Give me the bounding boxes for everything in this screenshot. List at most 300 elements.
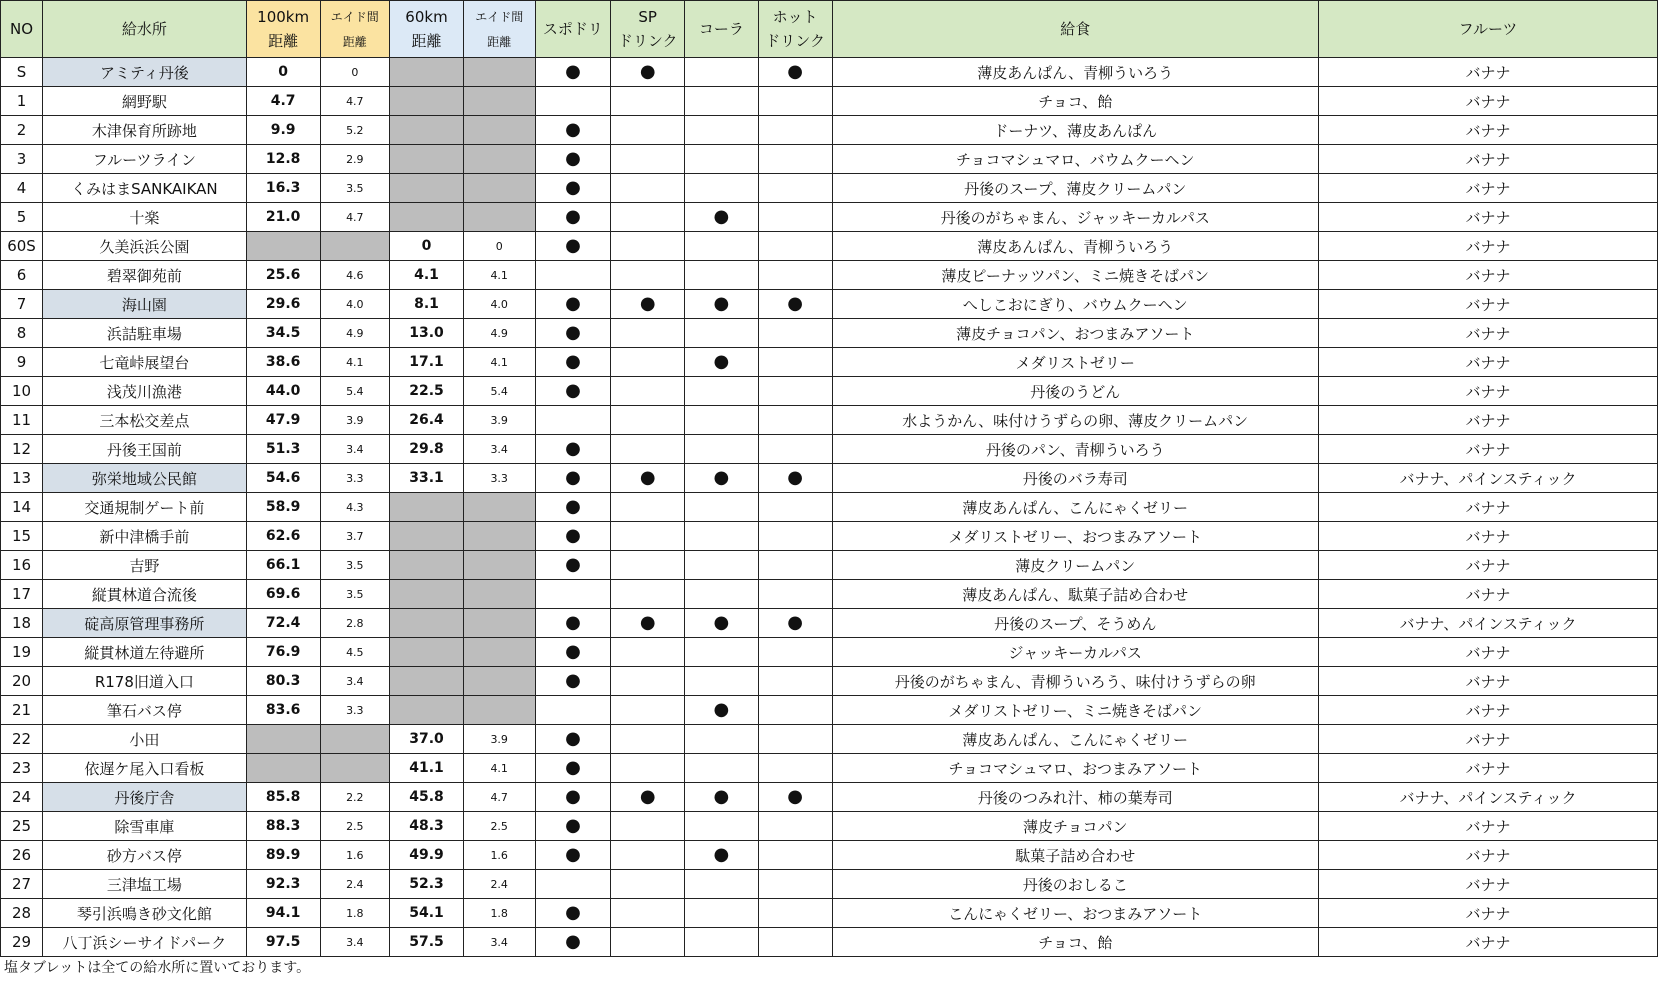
cell-sp xyxy=(611,145,685,174)
table-row xyxy=(1,580,1658,609)
cell-fruit: バナナ xyxy=(1318,348,1657,377)
availability-dot-icon: ● xyxy=(565,728,581,749)
cell-station-name: 丹後庁舎 xyxy=(42,783,246,812)
cell-dist-60km: 26.4 xyxy=(390,406,464,435)
table-row xyxy=(1,203,1658,232)
cell-hot xyxy=(758,58,832,87)
cell-dist-60km xyxy=(390,696,464,725)
cell-hot xyxy=(758,203,832,232)
cell-station-name: 琴引浜鳴き砂文化館 xyxy=(42,899,246,928)
cell-sp xyxy=(611,551,685,580)
table-row xyxy=(1,377,1658,406)
cell-dist-100km: 0 xyxy=(246,58,320,87)
cell-dist-60km: 37.0 xyxy=(390,725,464,754)
header-dist-100km xyxy=(246,1,320,58)
cell-sport xyxy=(535,522,611,551)
cell-dist-60km: 0 xyxy=(390,232,464,261)
header-sp-drink-bottom: ドリンク xyxy=(617,32,678,50)
cell-aid-100km: 4.3 xyxy=(320,493,390,522)
cell-aid-60km: 1.8 xyxy=(463,899,535,928)
cell-aid-100km xyxy=(320,725,390,754)
cell-cola xyxy=(685,58,759,87)
cell-cola xyxy=(685,232,759,261)
cell-aid-100km: 0 xyxy=(320,58,390,87)
cell-dist-60km: 49.9 xyxy=(390,841,464,870)
availability-dot-icon: ● xyxy=(713,206,730,227)
cell-sport xyxy=(535,754,611,783)
cell-no: 13 xyxy=(1,464,43,493)
availability-dot-icon: ● xyxy=(565,235,581,256)
cell-sport xyxy=(535,58,611,87)
cell-meal: 薄皮チョコパン xyxy=(832,812,1318,841)
cell-aid-100km: 4.9 xyxy=(320,319,390,348)
cell-aid-60km: 4.0 xyxy=(463,290,535,319)
cell-dist-60km xyxy=(390,551,464,580)
cell-station-name: 碧翠御苑前 xyxy=(42,261,246,290)
cell-sport xyxy=(535,348,611,377)
cell-fruit: バナナ xyxy=(1318,203,1657,232)
cell-meal: こんにゃくゼリー、おつまみアソート xyxy=(832,899,1318,928)
cell-meal: ジャッキーカルパス xyxy=(832,638,1318,667)
cell-meal: メダリストゼリー、おつまみアソート xyxy=(832,522,1318,551)
cell-fruit: バナナ、パインスティック xyxy=(1318,609,1657,638)
cell-sport xyxy=(535,580,611,609)
cell-cola xyxy=(685,493,759,522)
cell-meal: 薄皮チョコパン、おつまみアソート xyxy=(832,319,1318,348)
cell-hot xyxy=(758,87,832,116)
cell-dist-100km: 25.6 xyxy=(246,261,320,290)
cell-dist-100km: 9.9 xyxy=(246,116,320,145)
cell-station-name: 砂方バス停 xyxy=(42,841,246,870)
cell-sp xyxy=(611,319,685,348)
header-dist-100km-top: 100km xyxy=(257,8,310,26)
cell-fruit: バナナ xyxy=(1318,174,1657,203)
table-row xyxy=(1,638,1658,667)
cell-dist-60km: 8.1 xyxy=(390,290,464,319)
availability-dot-icon: ● xyxy=(565,119,581,140)
cell-fruit: バナナ xyxy=(1318,580,1657,609)
cell-hot xyxy=(758,928,832,957)
cell-aid-100km: 2.4 xyxy=(320,870,390,899)
table-row xyxy=(1,116,1658,145)
availability-dot-icon: ● xyxy=(639,61,656,82)
header-row xyxy=(1,1,1658,58)
cell-fruit: バナナ xyxy=(1318,812,1657,841)
table-row xyxy=(1,725,1658,754)
cell-aid-100km: 3.7 xyxy=(320,522,390,551)
cell-cola xyxy=(685,667,759,696)
cell-dist-60km: 57.5 xyxy=(390,928,464,957)
cell-sport xyxy=(535,928,611,957)
cell-sp xyxy=(611,87,685,116)
cell-aid-60km: 5.4 xyxy=(463,377,535,406)
cell-dist-100km: 38.6 xyxy=(246,348,320,377)
cell-hot xyxy=(758,377,832,406)
header-dist-60km xyxy=(390,1,464,58)
cell-fruit: バナナ xyxy=(1318,725,1657,754)
cell-aid-100km: 1.6 xyxy=(320,841,390,870)
availability-dot-icon: ● xyxy=(565,380,581,401)
cell-meal: メダリストゼリー、ミニ焼きそばパン xyxy=(832,696,1318,725)
cell-meal: チョコ、飴 xyxy=(832,87,1318,116)
availability-dot-icon: ● xyxy=(639,786,656,807)
cell-aid-100km: 3.5 xyxy=(320,174,390,203)
availability-dot-icon: ● xyxy=(713,467,730,488)
cell-aid-60km: 4.1 xyxy=(463,754,535,783)
cell-meal: 丹後のつみれ汁、柿の葉寿司 xyxy=(832,783,1318,812)
cell-dist-100km: 58.9 xyxy=(246,493,320,522)
cell-station-name: R178旧道入口 xyxy=(42,667,246,696)
availability-dot-icon: ● xyxy=(565,467,581,488)
cell-sport xyxy=(535,232,611,261)
cell-aid-100km: 4.5 xyxy=(320,638,390,667)
cell-aid-100km: 1.8 xyxy=(320,899,390,928)
cell-cola xyxy=(685,203,759,232)
cell-dist-100km: 83.6 xyxy=(246,696,320,725)
availability-dot-icon: ● xyxy=(565,177,581,198)
cell-dist-60km: 48.3 xyxy=(390,812,464,841)
cell-cola xyxy=(685,145,759,174)
availability-dot-icon: ● xyxy=(713,844,730,865)
availability-dot-icon: ● xyxy=(565,525,581,546)
cell-aid-60km xyxy=(463,493,535,522)
cell-dist-100km: 44.0 xyxy=(246,377,320,406)
cell-station-name: 三津塩工場 xyxy=(42,870,246,899)
cell-dist-60km xyxy=(390,203,464,232)
cell-meal: へしこおにぎり、バウムクーヘン xyxy=(832,290,1318,319)
cell-meal: 薄皮あんぱん、青柳ういろう xyxy=(832,58,1318,87)
cell-sport xyxy=(535,145,611,174)
availability-dot-icon: ● xyxy=(565,148,581,169)
cell-station-name: 依遅ケ尾入口看板 xyxy=(42,754,246,783)
header-hot-drink xyxy=(758,1,832,58)
cell-cola xyxy=(685,87,759,116)
table-row xyxy=(1,696,1658,725)
cell-aid-60km xyxy=(463,696,535,725)
cell-sport xyxy=(535,696,611,725)
cell-station-name: 網野駅 xyxy=(42,87,246,116)
cell-aid-100km xyxy=(320,754,390,783)
cell-station-name: 海山園 xyxy=(42,290,246,319)
cell-station-name: くみはまSANKAIKAN xyxy=(42,174,246,203)
cell-dist-100km: 66.1 xyxy=(246,551,320,580)
cell-aid-100km: 4.1 xyxy=(320,348,390,377)
cell-station-name: 筆石バス停 xyxy=(42,696,246,725)
cell-no: 18 xyxy=(1,609,43,638)
cell-station-name: 久美浜浜公園 xyxy=(42,232,246,261)
cell-meal: 薄皮クリームパン xyxy=(832,551,1318,580)
cell-sp xyxy=(611,812,685,841)
cell-dist-100km: 16.3 xyxy=(246,174,320,203)
cell-fruit: バナナ xyxy=(1318,232,1657,261)
availability-dot-icon: ● xyxy=(639,467,656,488)
cell-meal: メダリストゼリー xyxy=(832,348,1318,377)
table-row xyxy=(1,232,1658,261)
cell-sp xyxy=(611,290,685,319)
cell-meal: 丹後のおしるこ xyxy=(832,870,1318,899)
cell-dist-60km xyxy=(390,638,464,667)
cell-aid-100km: 4.7 xyxy=(320,87,390,116)
cell-station-name: 十楽 xyxy=(42,203,246,232)
cell-aid-60km xyxy=(463,609,535,638)
cell-aid-60km: 3.4 xyxy=(463,928,535,957)
cell-station-name: 縦貫林道合流後 xyxy=(42,580,246,609)
cell-aid-60km: 0 xyxy=(463,232,535,261)
table-row xyxy=(1,899,1658,928)
cell-hot xyxy=(758,464,832,493)
cell-dist-100km xyxy=(246,725,320,754)
cell-no: 28 xyxy=(1,899,43,928)
cell-sp xyxy=(611,377,685,406)
header-hot-drink-top: ホット xyxy=(772,8,818,26)
cell-cola xyxy=(685,725,759,754)
cell-sport xyxy=(535,464,611,493)
cell-cola xyxy=(685,174,759,203)
cell-aid-100km: 4.0 xyxy=(320,290,390,319)
cell-dist-100km: 85.8 xyxy=(246,783,320,812)
cell-hot xyxy=(758,609,832,638)
cell-dist-60km xyxy=(390,145,464,174)
cell-sp xyxy=(611,870,685,899)
cell-fruit: バナナ xyxy=(1318,493,1657,522)
cell-meal: チョコマシュマロ、バウムクーヘン xyxy=(832,145,1318,174)
cell-aid-60km xyxy=(463,580,535,609)
cell-aid-100km: 3.5 xyxy=(320,580,390,609)
cell-dist-100km: 72.4 xyxy=(246,609,320,638)
header-cola: コーラ xyxy=(685,1,759,58)
cell-sport xyxy=(535,783,611,812)
table-row xyxy=(1,812,1658,841)
cell-dist-60km: 45.8 xyxy=(390,783,464,812)
cell-dist-60km: 22.5 xyxy=(390,377,464,406)
cell-dist-100km: 69.6 xyxy=(246,580,320,609)
cell-cola xyxy=(685,377,759,406)
cell-sport xyxy=(535,870,611,899)
header-hot-drink-bottom: ドリンク xyxy=(765,32,825,50)
availability-dot-icon: ● xyxy=(565,61,581,82)
cell-aid-60km xyxy=(463,203,535,232)
cell-dist-60km: 17.1 xyxy=(390,348,464,377)
availability-dot-icon: ● xyxy=(787,61,803,82)
availability-dot-icon: ● xyxy=(565,902,581,923)
cell-aid-60km xyxy=(463,667,535,696)
cell-sp xyxy=(611,783,685,812)
table-row xyxy=(1,58,1658,87)
cell-cola xyxy=(685,638,759,667)
cell-aid-60km xyxy=(463,638,535,667)
cell-aid-60km xyxy=(463,522,535,551)
cell-sport xyxy=(535,493,611,522)
cell-dist-60km: 33.1 xyxy=(390,464,464,493)
cell-dist-100km xyxy=(246,754,320,783)
cell-dist-100km: 76.9 xyxy=(246,638,320,667)
cell-meal: 丹後のスープ、薄皮クリームパン xyxy=(832,174,1318,203)
table-row xyxy=(1,928,1658,957)
cell-dist-60km xyxy=(390,667,464,696)
cell-hot xyxy=(758,348,832,377)
cell-dist-100km: 29.6 xyxy=(246,290,320,319)
cell-aid-100km: 2.5 xyxy=(320,812,390,841)
cell-meal: ドーナツ、薄皮あんぱん xyxy=(832,116,1318,145)
cell-sp xyxy=(611,667,685,696)
cell-meal: チョコマシュマロ、おつまみアソート xyxy=(832,754,1318,783)
header-dist-60km-top: 60km xyxy=(405,8,448,26)
cell-aid-100km: 3.3 xyxy=(320,696,390,725)
cell-no: 3 xyxy=(1,145,43,174)
cell-aid-100km: 5.2 xyxy=(320,116,390,145)
availability-dot-icon: ● xyxy=(565,815,581,836)
cell-station-name: 縦貫林道左待避所 xyxy=(42,638,246,667)
cell-hot xyxy=(758,899,832,928)
cell-dist-60km xyxy=(390,493,464,522)
cell-no: 60S xyxy=(1,232,43,261)
availability-dot-icon: ● xyxy=(565,438,581,459)
cell-sp xyxy=(611,232,685,261)
cell-no: 9 xyxy=(1,348,43,377)
availability-dot-icon: ● xyxy=(713,293,730,314)
table-row xyxy=(1,319,1658,348)
cell-no: 6 xyxy=(1,261,43,290)
cell-no: 15 xyxy=(1,522,43,551)
cell-aid-100km: 3.9 xyxy=(320,406,390,435)
cell-station-name: 小田 xyxy=(42,725,246,754)
cell-station-name: 木津保育所跡地 xyxy=(42,116,246,145)
table-row xyxy=(1,464,1658,493)
cell-hot xyxy=(758,696,832,725)
cell-no: 1 xyxy=(1,87,43,116)
cell-sport xyxy=(535,638,611,667)
cell-aid-60km: 1.6 xyxy=(463,841,535,870)
cell-sport xyxy=(535,406,611,435)
availability-dot-icon: ● xyxy=(565,554,581,575)
cell-cola xyxy=(685,522,759,551)
cell-meal: チョコ、飴 xyxy=(832,928,1318,957)
cell-aid-60km: 4.7 xyxy=(463,783,535,812)
cell-cola xyxy=(685,812,759,841)
cell-cola xyxy=(685,870,759,899)
cell-dist-60km: 54.1 xyxy=(390,899,464,928)
cell-no: 29 xyxy=(1,928,43,957)
cell-fruit: バナナ xyxy=(1318,551,1657,580)
cell-cola xyxy=(685,348,759,377)
cell-aid-60km: 4.1 xyxy=(463,261,535,290)
cell-dist-60km xyxy=(390,58,464,87)
header-aid-100km xyxy=(320,1,390,58)
cell-fruit: バナナ xyxy=(1318,261,1657,290)
salt-tablet-note: 塩タブレットは全ての給水所に置いております。 xyxy=(4,960,311,976)
cell-hot xyxy=(758,435,832,464)
cell-aid-100km xyxy=(320,232,390,261)
cell-dist-100km: 97.5 xyxy=(246,928,320,957)
cell-meal: 薄皮あんぱん、青柳ういろう xyxy=(832,232,1318,261)
cell-dist-100km: 92.3 xyxy=(246,870,320,899)
cell-no: 10 xyxy=(1,377,43,406)
header-dist-60km-bottom: 距離 xyxy=(411,32,442,50)
cell-sp xyxy=(611,580,685,609)
cell-dist-100km: 21.0 xyxy=(246,203,320,232)
cell-dist-100km: 89.9 xyxy=(246,841,320,870)
cell-dist-60km xyxy=(390,522,464,551)
cell-station-name: 丹後王国前 xyxy=(42,435,246,464)
cell-station-name: 除雪車庫 xyxy=(42,812,246,841)
cell-sport xyxy=(535,116,611,145)
availability-dot-icon: ● xyxy=(565,351,581,372)
availability-dot-icon: ● xyxy=(639,293,656,314)
cell-aid-100km: 3.3 xyxy=(320,464,390,493)
availability-dot-icon: ● xyxy=(787,293,803,314)
cell-cola xyxy=(685,928,759,957)
cell-dist-60km: 13.0 xyxy=(390,319,464,348)
availability-dot-icon: ● xyxy=(787,467,803,488)
cell-sport xyxy=(535,290,611,319)
cell-no: 14 xyxy=(1,493,43,522)
cell-sp xyxy=(611,464,685,493)
cell-sp xyxy=(611,841,685,870)
cell-aid-60km: 4.1 xyxy=(463,348,535,377)
availability-dot-icon: ● xyxy=(787,786,803,807)
table-row xyxy=(1,87,1658,116)
header-aid-60km-top: エイド間 xyxy=(475,10,524,24)
cell-dist-100km: 62.6 xyxy=(246,522,320,551)
header-sp-drink-top: SP xyxy=(638,8,657,26)
cell-hot xyxy=(758,812,832,841)
cell-hot xyxy=(758,116,832,145)
cell-hot xyxy=(758,580,832,609)
cell-cola xyxy=(685,406,759,435)
cell-hot xyxy=(758,232,832,261)
cell-fruit: バナナ xyxy=(1318,870,1657,899)
table-row xyxy=(1,261,1658,290)
cell-sport xyxy=(535,319,611,348)
table-row xyxy=(1,435,1658,464)
cell-dist-100km: 34.5 xyxy=(246,319,320,348)
cell-cola xyxy=(685,116,759,145)
table-header xyxy=(1,1,1658,58)
cell-aid-100km: 2.8 xyxy=(320,609,390,638)
cell-sp xyxy=(611,116,685,145)
cell-no: 7 xyxy=(1,290,43,319)
cell-aid-100km: 3.4 xyxy=(320,928,390,957)
cell-sport xyxy=(535,899,611,928)
availability-dot-icon: ● xyxy=(565,786,581,807)
cell-cola xyxy=(685,290,759,319)
availability-dot-icon: ● xyxy=(787,612,803,633)
cell-station-name: アミティ丹後 xyxy=(42,58,246,87)
cell-aid-60km: 3.3 xyxy=(463,464,535,493)
cell-no: 11 xyxy=(1,406,43,435)
cell-aid-100km: 3.4 xyxy=(320,435,390,464)
table-row xyxy=(1,348,1658,377)
cell-meal: 丹後のうどん xyxy=(832,377,1318,406)
availability-dot-icon: ● xyxy=(565,844,581,865)
cell-station-name: 碇高原管理事務所 xyxy=(42,609,246,638)
cell-aid-60km xyxy=(463,116,535,145)
cell-fruit: バナナ xyxy=(1318,928,1657,957)
cell-cola xyxy=(685,783,759,812)
availability-dot-icon: ● xyxy=(565,931,581,952)
cell-sport xyxy=(535,609,611,638)
availability-dot-icon: ● xyxy=(565,322,581,343)
cell-aid-100km: 2.2 xyxy=(320,783,390,812)
cell-sp xyxy=(611,406,685,435)
cell-dist-60km: 41.1 xyxy=(390,754,464,783)
cell-hot xyxy=(758,551,832,580)
availability-dot-icon: ● xyxy=(565,670,581,691)
cell-fruit: バナナ xyxy=(1318,754,1657,783)
cell-no: 23 xyxy=(1,754,43,783)
availability-dot-icon: ● xyxy=(713,351,730,372)
cell-sport xyxy=(535,812,611,841)
